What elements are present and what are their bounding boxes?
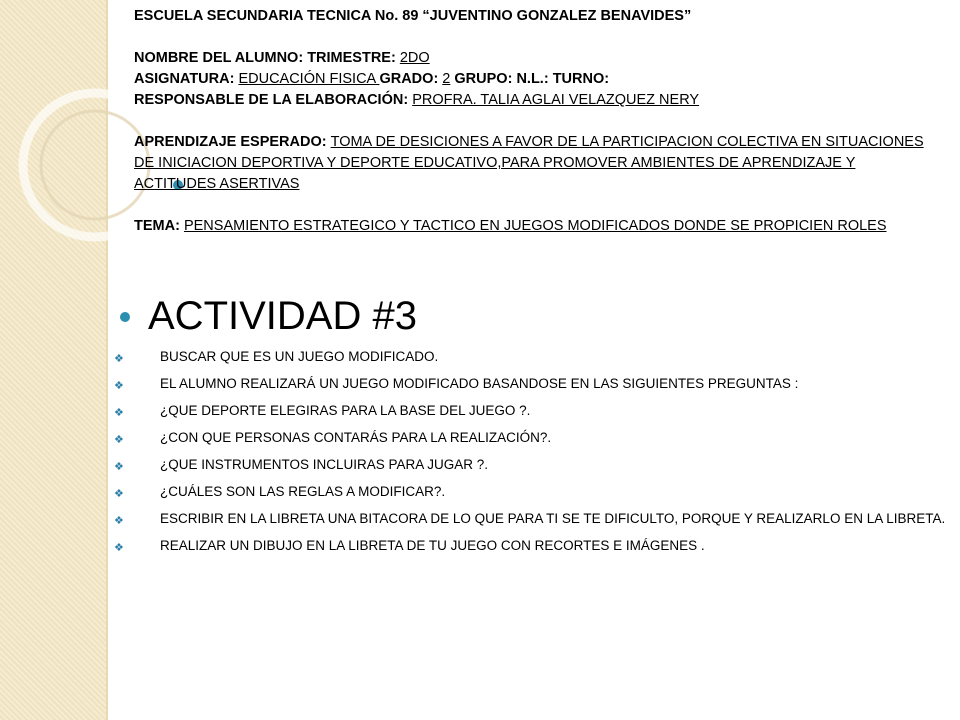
diamond-bullet-icon: ❖: [114, 353, 124, 365]
asignatura-value: EDUCACIÓN FISICA: [238, 71, 376, 87]
diamond-bullet-icon: ❖: [114, 434, 124, 446]
responsable-label: RESPONSABLE DE LA ELABORACIÓN:: [134, 92, 409, 108]
grado-label: GRADO: [379, 71, 434, 87]
list-item: ❖ EL ALUMNO REALIZARÁ UN JUEGO MODIFICADO BASANDOSE EN LAS SIGUIENTES PREGUNTAS :: [112, 375, 957, 393]
diamond-bullet-icon: ❖: [114, 461, 124, 473]
student-label: NOMBRE DEL ALUMNO: [134, 50, 299, 66]
list-item: ❖ ¿CON QUE PERSONAS CONTARÁS PARA LA REALIZACIÓN?.: [112, 429, 957, 447]
diamond-bullet-icon: ❖: [114, 542, 124, 554]
list-item: ❖ ¿QUE DEPORTE ELEGIRAS PARA LA BASE DEL JUEGO ?.: [112, 402, 957, 420]
list-item: ❖ ¿QUE INSTRUMENTOS INCLUIRAS PARA JUGAR ?.: [112, 456, 957, 474]
list-item: ❖ REALIZAR UN DIBUJO EN LA LIBRETA DE TU JUEGO CON RECORTES E IMÁGENES .: [112, 537, 957, 555]
school-name: ESCUELA SECUNDARIA TECNICA No. 89 “JUVENTINO GONZALEZ BENAVIDES”: [134, 8, 692, 24]
diamond-bullet-icon: ❖: [114, 515, 124, 527]
list-item: ❖ BUSCAR QUE ES UN JUEGO MODIFICADO.: [112, 348, 957, 366]
list-item: ❖ ESCRIBIR EN LA LIBRETA UNA BITACORA DE LO QUE PARA TI SE TE DIFICULTO, PORQUE Y REALIZARLO EN LA LIBRETA.: [112, 510, 957, 528]
trimestre-value: 2DO: [399, 50, 430, 66]
turno-label: TURNO: [552, 71, 605, 87]
subject-row: ASIGNATURA: EDUCACIÓN FISICA GRADO: 2 GRUPO: N.L.: TURNO:: [134, 71, 610, 87]
aprendizaje-row: APRENDIZAJE ESPERADO: TOMA DE DESICIONES A FAVOR DE LA PARTICIPACION COLECTIVA EN SITUACIONES DE INICIACION DEPORTIVA Y DEPORTE EDUCATIVO,PARA PROMOVER AMBIENTES DE APRENDIZAJE Y ACTITUDES ASERTIVAS: [134, 134, 924, 192]
diamond-bullet-icon: ❖: [114, 488, 124, 500]
document-header: [134, 6, 924, 237]
responsable-value: PROFRA. TALIA AGLAI VELAZQUEZ NERY: [412, 92, 700, 108]
grado-value: 2: [442, 71, 451, 87]
trimestre-label: TRIMESTRE: [307, 50, 391, 66]
aprendizaje-label: APRENDIZAJE ESPERADO: [134, 134, 322, 150]
tema-row: [134, 216, 924, 237]
tema-value: PENSAMIENTO ESTRATEGICO Y TACTICO EN JUEGOS MODIFICADOS DONDE SE PROPICIEN ROLES: [183, 218, 887, 234]
diamond-bullet-icon: ❖: [114, 380, 124, 392]
student-row: NOMBRE DEL ALUMNO: TRIMESTRE: 2DO: [134, 50, 430, 66]
activity-title: ACTIVIDAD #3: [148, 294, 417, 338]
list-item: ❖ ¿CUÁLES SON LAS REGLAS A MODIFICAR?.: [112, 483, 957, 501]
tema-label: TEMA:: [134, 218, 180, 234]
bullet-dot-icon: [120, 312, 130, 322]
diamond-bullet-icon: ❖: [114, 407, 124, 419]
responsable-row: [134, 90, 924, 111]
activity-title-row: [120, 290, 417, 342]
grupo-label: GRUPO: [454, 71, 508, 87]
asignatura-label: ASIGNATURA: [134, 71, 230, 87]
activity-list: [112, 348, 957, 564]
nl-label: N.L.: [516, 71, 544, 87]
aprendizaje-value: TOMA DE DESICIONES A FAVOR DE LA PARTICIPACION COLECTIVA EN SITUACIONES DE INICIACION DEPORTIVA Y DEPORTE EDUCATIVO,PARA PROMOVER AMBIENTES DE APRENDIZAJE Y ACTITUDES ASERTIVAS: [134, 134, 924, 192]
